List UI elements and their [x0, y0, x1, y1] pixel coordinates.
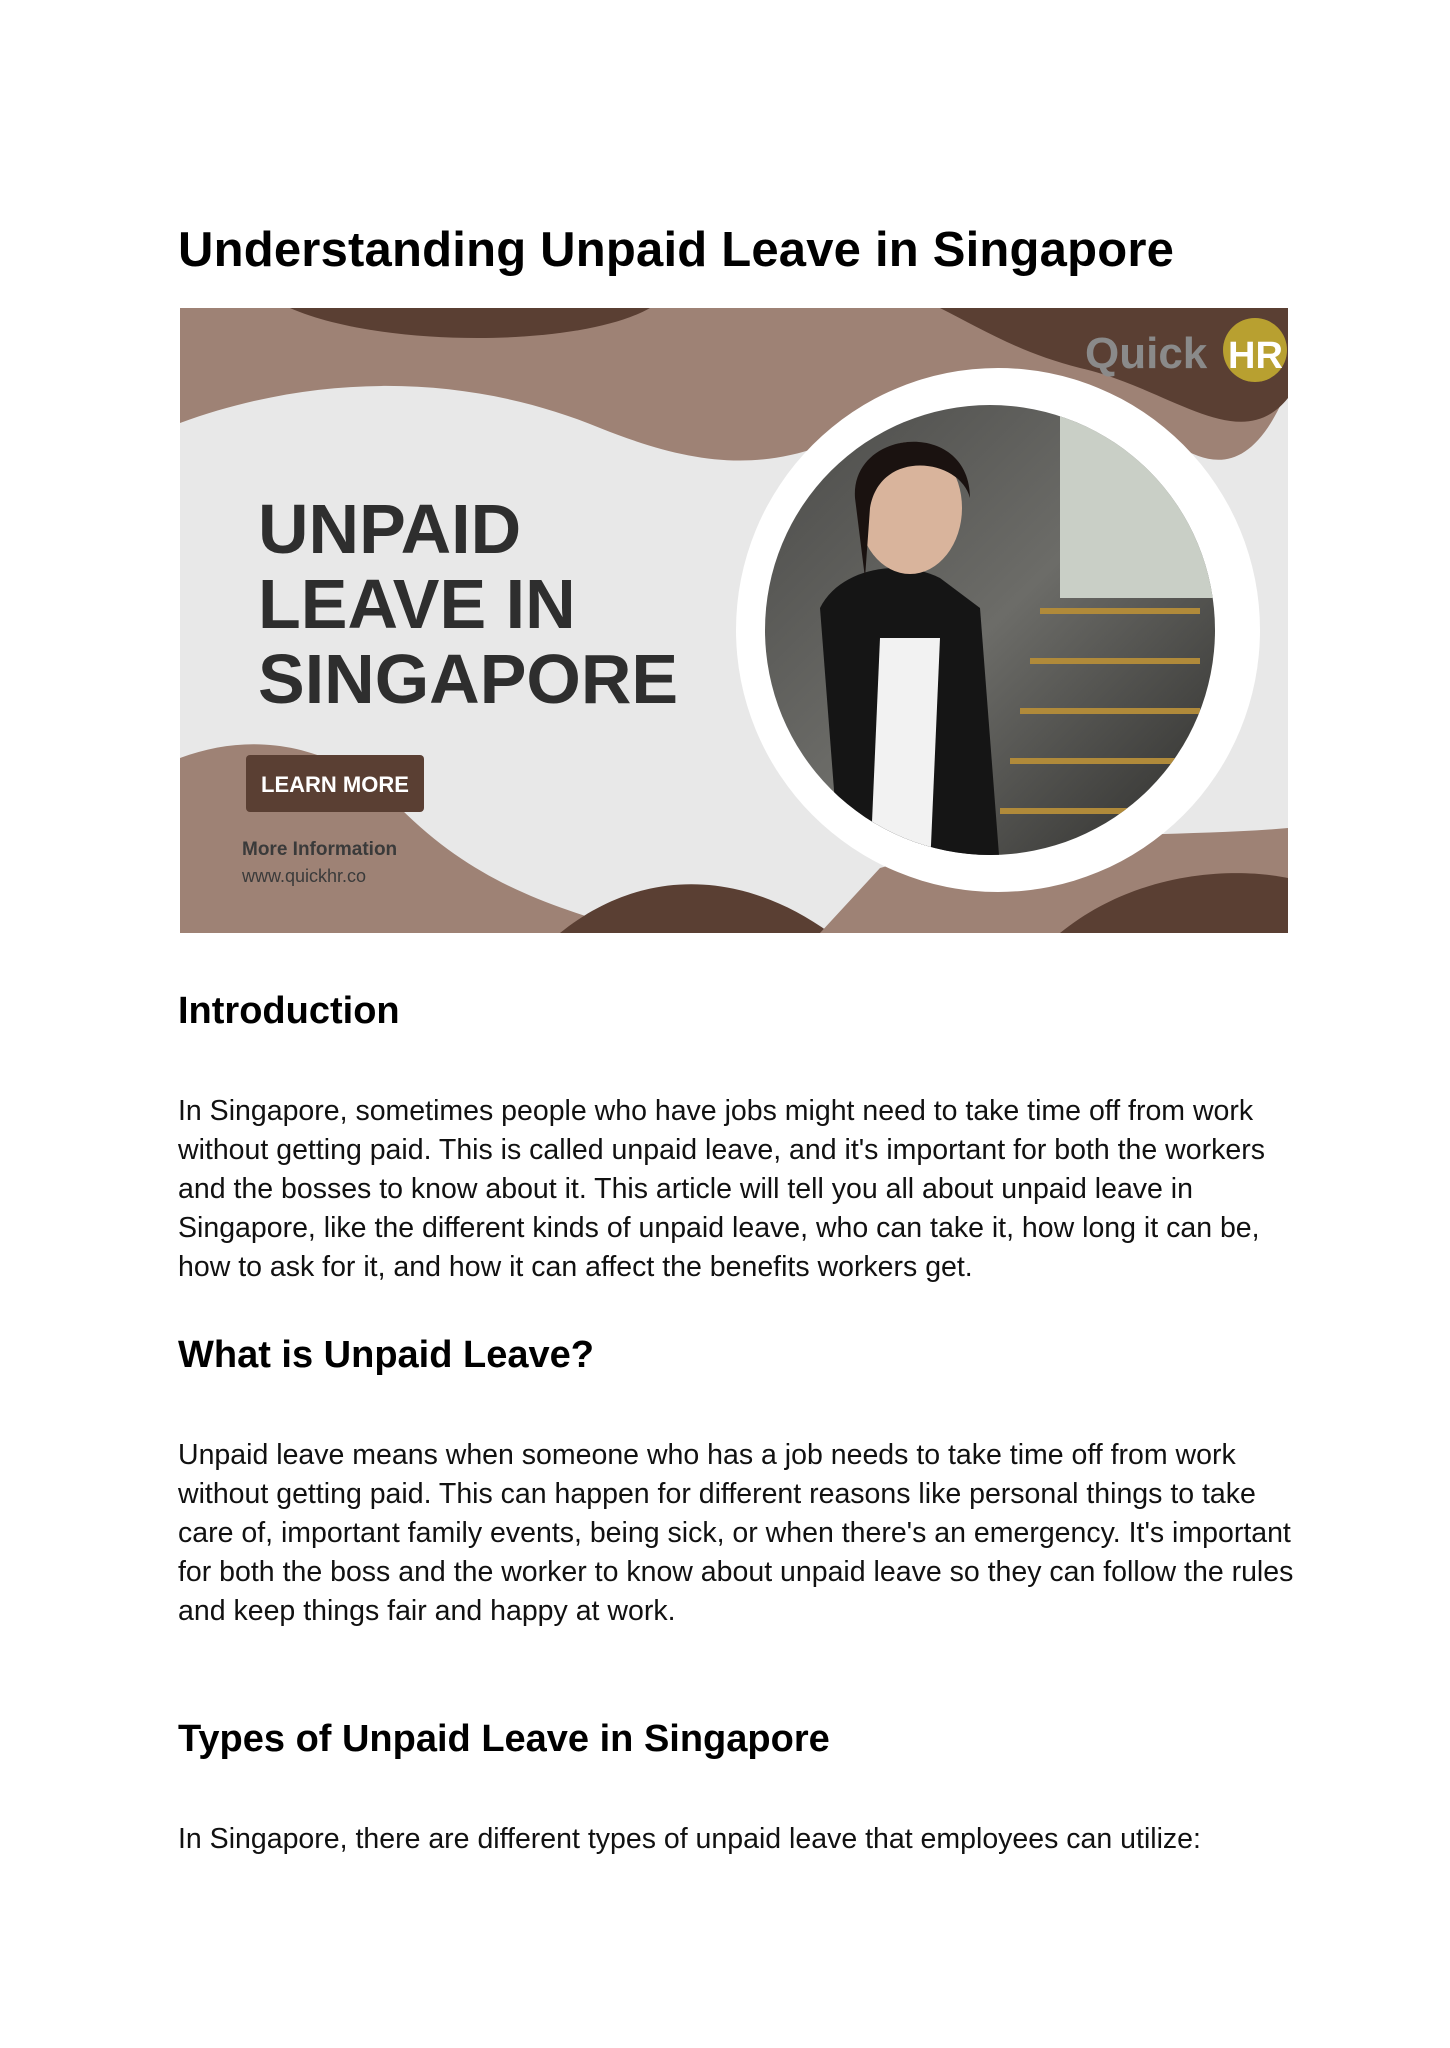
- section-body-what-is-unpaid-leave: Unpaid leave means when someone who has a job needs to take time off from work without getting paid. This can happen for different reasons like personal things to take care of, important family events, being sick, or when there's an emergency. It's important for both the boss and the worker to know about unpaid leave so they can follow the rules and keep things fair and happy at work.: [178, 1439, 1294, 1627]
- banner-image: [180, 308, 1288, 933]
- section-body-types: In Singapore, there are different types of unpaid leave that employees can utilize:: [178, 1823, 1201, 1855]
- headline-line-1: UNPAID: [258, 490, 522, 568]
- svg-text:Quick: Quick: [1085, 329, 1208, 378]
- section-heading-introduction: Introduction: [178, 990, 400, 1032]
- section-body-introduction: In Singapore, sometimes people who have jobs might need to take time off from work without getting paid. This is called unpaid leave, and it's important for both the workers and the bosses to know about it. This article will tell you all about unpaid leave in Singapore, like the different kinds of unpaid leave, who can take it, how long it can be, how to ask for it, and how it can affect the benefits workers get.: [178, 1095, 1265, 1283]
- headline-line-2: LEAVE IN: [258, 565, 576, 643]
- page-title: Understanding Unpaid Leave in Singapore: [178, 223, 1175, 277]
- headline-line-3: SINGAPORE: [258, 640, 679, 718]
- more-info-label: More Information: [242, 839, 398, 860]
- section-heading-types: Types of Unpaid Leave in Singapore: [178, 1718, 830, 1760]
- learn-more-label: LEARN MORE: [261, 772, 409, 797]
- section-heading-what-is-unpaid-leave: What is Unpaid Leave?: [178, 1334, 594, 1376]
- svg-text:HR: HR: [1228, 335, 1283, 377]
- learn-more-button[interactable]: [246, 755, 424, 812]
- website-url: www.quickhr.co: [242, 866, 367, 886]
